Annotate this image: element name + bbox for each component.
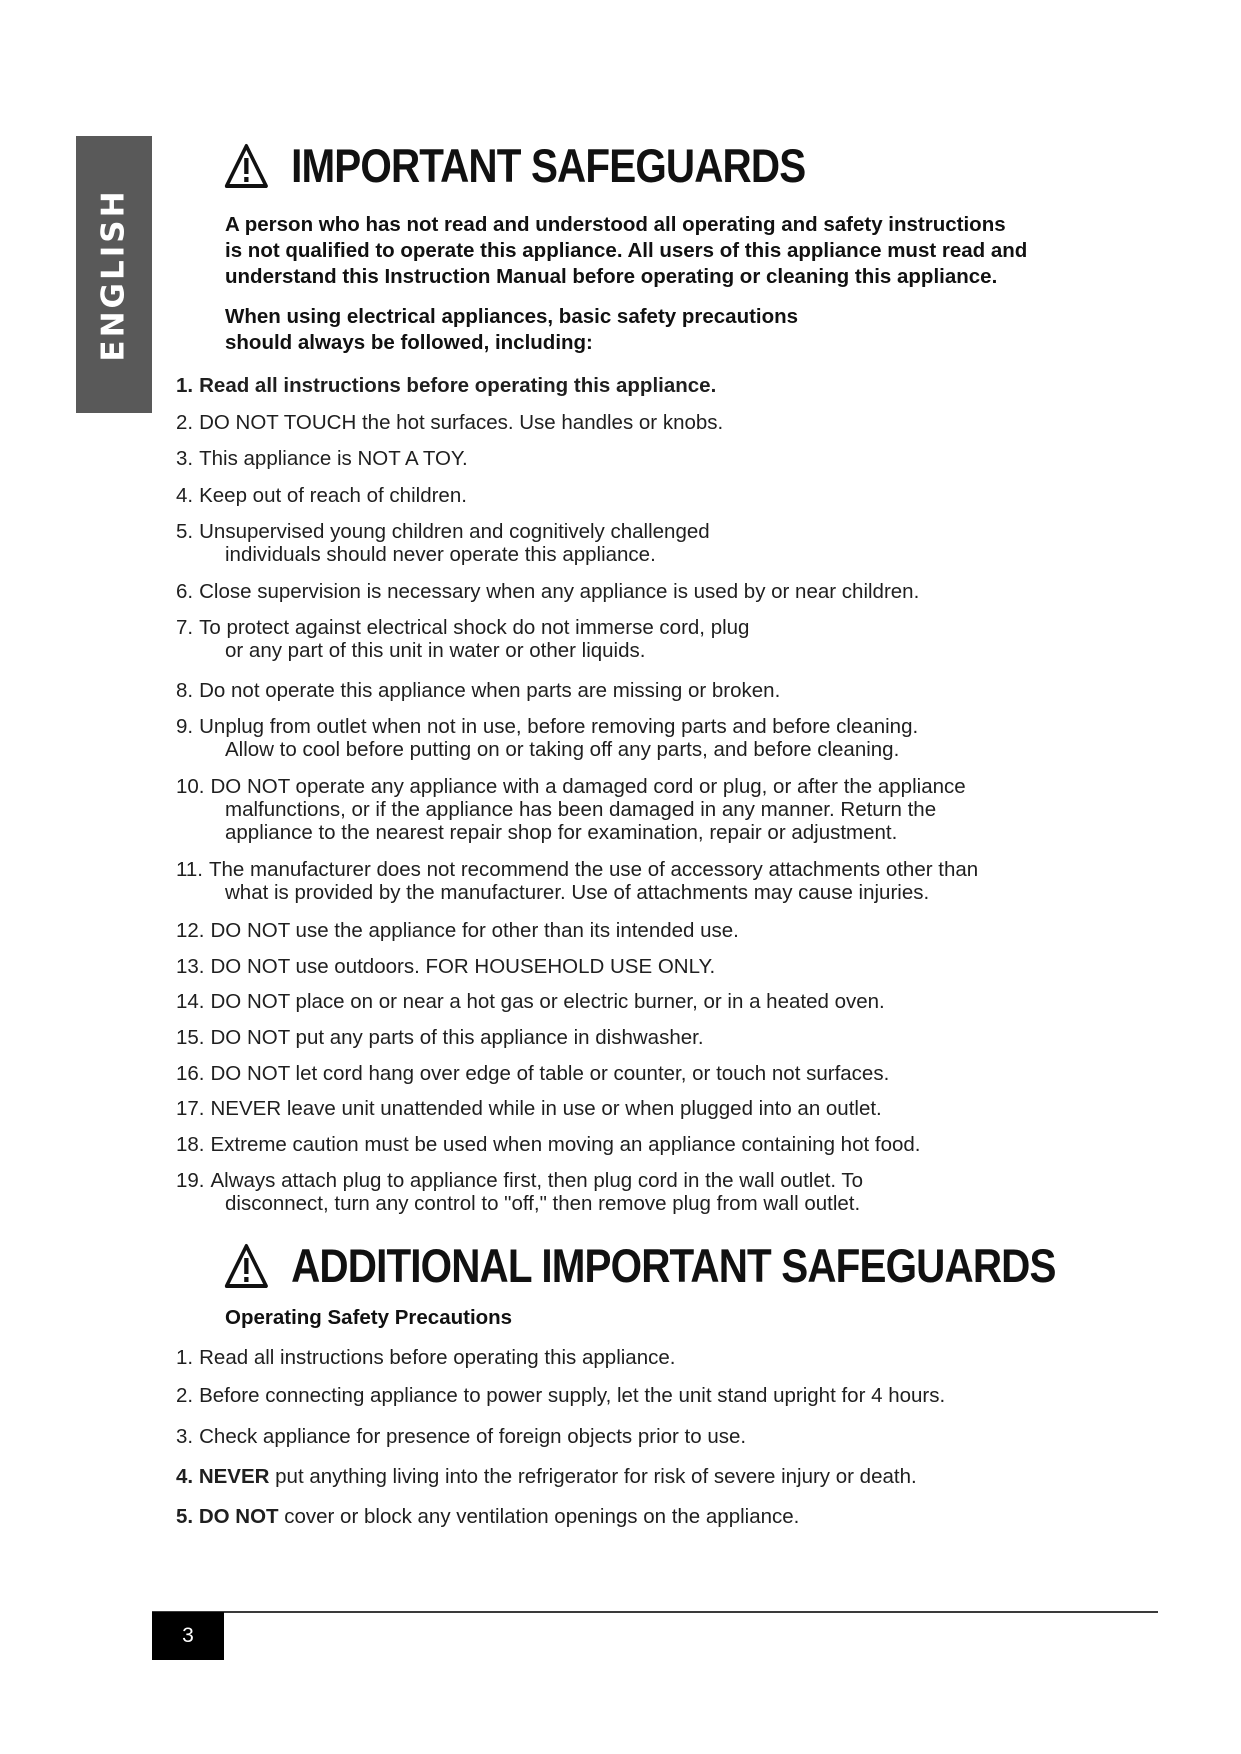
item-number: 13. (176, 955, 205, 978)
item-number: 3. (176, 1425, 194, 1448)
section-subtitle: Operating Safety Precautions (225, 1306, 513, 1329)
item-number: 19. (176, 1169, 205, 1192)
precaution-line: should always be followed, including: (225, 331, 593, 354)
item-number: 14. (176, 990, 205, 1013)
intro-paragraph (225, 212, 1125, 290)
precaution-paragraph (225, 304, 925, 356)
list-item (176, 484, 1156, 507)
item-number: 16. (176, 1062, 205, 1085)
precaution-line: When using electrical appliances, basic safety precautions (225, 305, 799, 328)
item-number: 5. (176, 520, 194, 543)
item-text: DO NOT use the appliance for other than its intended use. (210, 919, 739, 942)
item-text: NEVER leave unit unattended while in use or when plugged into an outlet. (210, 1097, 882, 1120)
item-number: 3. (176, 447, 194, 470)
list-item (176, 775, 1156, 844)
list-item (176, 1097, 1156, 1120)
list-item (176, 1062, 1156, 1085)
footer-divider (152, 1611, 1158, 1613)
item-number: 15. (176, 1026, 205, 1049)
item-text: Before connecting appliance to power supply, let the unit stand upright for 4 hours. (199, 1384, 946, 1407)
item-text: DO NOT use outdoors. FOR HOUSEHOLD USE ONLY. (210, 955, 716, 978)
item-text: DO NOT put any parts of this appliance in dishwasher. (210, 1026, 704, 1049)
item-text-continued: or any part of this unit in water or other liquids. (225, 639, 646, 662)
list-item (176, 1465, 1156, 1488)
item-text: Always attach plug to appliance first, then plug cord in the wall outlet. To (210, 1169, 864, 1192)
list-item (176, 715, 1156, 761)
item-text: To protect against electrical shock do not immerse cord, plug (199, 616, 750, 639)
list-item (176, 1425, 1156, 1448)
list-item (176, 411, 1156, 434)
list-item (176, 1384, 1156, 1407)
item-text: DO NOT let cord hang over edge of table or counter, or touch not surfaces. (210, 1062, 890, 1085)
item-number: 5. (176, 1505, 194, 1528)
item-number: 2. (176, 411, 194, 434)
item-text-continued: disconnect, turn any control to "off," then remove plug from wall outlet. (225, 1192, 861, 1215)
item-number: 4. (176, 484, 194, 507)
item-text: DO NOT place on or near a hot gas or electric burner, or in a heated oven. (210, 990, 885, 1013)
warning-icon (224, 1243, 269, 1289)
list-item (176, 955, 1156, 978)
list-item (176, 520, 1156, 566)
section-heading-important-safeguards (224, 138, 805, 193)
item-text: Unplug from outlet when not in use, before removing parts and before cleaning. (199, 715, 919, 738)
item-text: Close supervision is necessary when any appliance is used by or near children. (199, 580, 920, 603)
item-text-continued: appliance to the nearest repair shop for examination, repair or adjustment. (225, 821, 898, 844)
intro-line: understand this Instruction Manual before operating or cleaning this appliance. (225, 265, 998, 288)
list-item (176, 1169, 1156, 1215)
item-text-continued: what is provided by the manufacturer. Use of attachments may cause injuries. (225, 881, 930, 904)
item-text: The manufacturer does not recommend the use of accessory attachments other than (208, 858, 979, 881)
list-item (176, 858, 1156, 904)
item-number: 10. (176, 775, 205, 798)
item-number: 2. (176, 1384, 194, 1407)
item-number: 7. (176, 616, 194, 639)
item-text-continued: individuals should never operate this appliance. (225, 543, 656, 566)
item-text: Do not operate this appliance when parts are missing or broken. (199, 679, 781, 702)
section-heading-additional-safeguards (224, 1238, 1056, 1293)
language-tab (76, 136, 152, 413)
item-number: 1. (176, 1346, 194, 1369)
item-number: 11. (176, 858, 203, 881)
section-title: ADDITIONAL IMPORTANT SAFEGUARDS (291, 1239, 1056, 1292)
item-emphasis: DO NOT (198, 1505, 279, 1528)
item-number: 4. (176, 1465, 194, 1488)
item-text: Extreme caution must be used when moving an appliance containing hot food. (210, 1133, 921, 1156)
list-item (176, 1026, 1156, 1049)
item-number: 1. (176, 374, 194, 397)
item-number: 8. (176, 679, 194, 702)
item-text: Read all instructions before operating this appliance. (199, 1346, 676, 1369)
item-number: 6. (176, 580, 194, 603)
list-item (176, 919, 1156, 942)
item-text: cover or block any ventilation openings on the appliance. (284, 1505, 800, 1528)
item-text: DO NOT operate any appliance with a damaged cord or plug, or after the appliance (210, 775, 966, 798)
item-text: This appliance is NOT A TOY. (199, 447, 468, 470)
list-item (176, 1505, 1156, 1528)
list-item (176, 1133, 1156, 1156)
page-number: 3 (152, 1612, 224, 1660)
list-item (176, 447, 1156, 470)
item-number: 17. (176, 1097, 205, 1120)
item-text: DO NOT TOUCH the hot surfaces. Use handles or knobs. (199, 411, 724, 434)
warning-icon (224, 143, 269, 189)
language-tab-label: ENGLISH (96, 187, 132, 362)
item-text: Check appliance for presence of foreign objects prior to use. (199, 1425, 747, 1448)
item-text: Read all instructions before operating this appliance. (199, 374, 717, 397)
item-text: Keep out of reach of children. (199, 484, 467, 507)
item-number: 18. (176, 1133, 205, 1156)
list-item (176, 1346, 1156, 1369)
list-item (176, 616, 1156, 662)
list-item (176, 374, 1156, 397)
item-number: 9. (176, 715, 194, 738)
intro-line: A person who has not read and understood all operating and safety instructions (225, 213, 1006, 236)
item-text-continued: malfunctions, or if the appliance has been damaged in any manner. Return the (225, 798, 937, 821)
item-emphasis: NEVER (198, 1465, 270, 1488)
item-number: 12. (176, 919, 205, 942)
item-text-continued: Allow to cool before putting on or taking off any parts, and before cleaning. (225, 738, 900, 761)
list-item (176, 990, 1156, 1013)
item-text: put anything living into the refrigerator for risk of severe injury or death. (275, 1465, 917, 1488)
list-item (176, 679, 1156, 702)
intro-line: is not qualified to operate this appliance. All users of this appliance must read and (225, 239, 1028, 262)
section-title: IMPORTANT SAFEGUARDS (291, 139, 806, 192)
list-item (176, 580, 1156, 603)
item-text: Unsupervised young children and cognitively challenged (199, 520, 710, 543)
